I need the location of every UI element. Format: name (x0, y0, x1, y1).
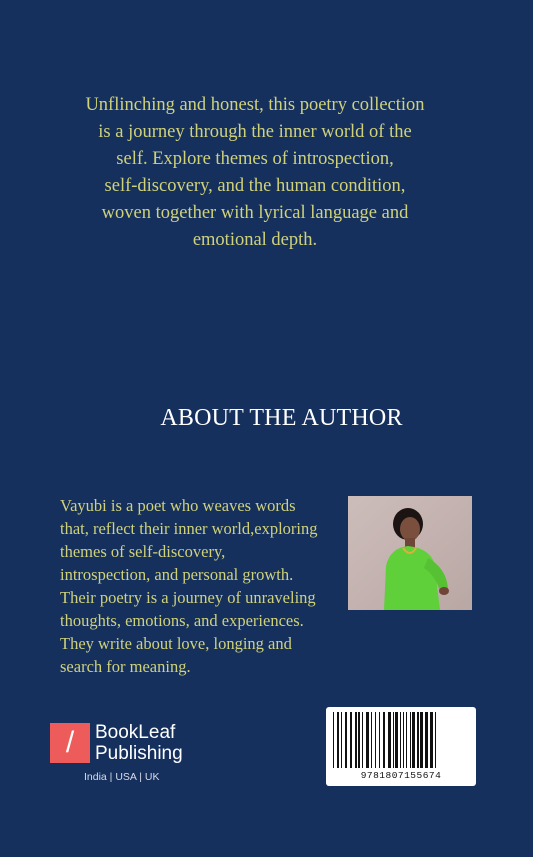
blurb-line: self-discovery, and the human condition, (104, 176, 406, 196)
barcode-bar (425, 712, 428, 768)
barcode-bar (337, 712, 339, 768)
isbn-barcode (326, 707, 476, 786)
publisher-logo (50, 722, 183, 764)
barcode-bar (375, 712, 376, 768)
barcode-bar (366, 712, 369, 768)
barcode-bar (412, 712, 415, 768)
bio-line: search for meaning. (60, 657, 191, 676)
barcode-bars (332, 712, 470, 768)
barcode-bar (371, 712, 372, 768)
barcode-bar (393, 712, 394, 768)
bio-line: introspection, and personal growth. (60, 565, 294, 584)
barcode-bar (395, 712, 398, 768)
barcode-bar (355, 712, 357, 768)
barcode-bar (341, 712, 342, 768)
blurb-line: Unflinching and honest, this poetry collection (85, 95, 425, 115)
barcode-bar (420, 712, 423, 768)
back-cover-blurb (60, 92, 450, 254)
barcode-bar (400, 712, 401, 768)
barcode-bar (410, 712, 411, 768)
bio-line: that, reflect their inner world,exploring (60, 519, 318, 538)
publisher-name (95, 722, 183, 764)
barcode-bar (362, 712, 363, 768)
bio-line: Their poetry is a journey of unraveling (60, 588, 316, 607)
isbn-number: 9781807155674 (360, 770, 442, 781)
barcode-bar (379, 712, 380, 768)
blurb-line: self. Explore themes of introspection, (116, 149, 394, 169)
barcode-bar (435, 712, 436, 768)
blurb-line: emotional depth. (192, 230, 318, 250)
bio-line: thoughts, emotions, and experiences. (60, 611, 304, 630)
barcode-bar (403, 712, 404, 768)
barcode-bar (430, 712, 433, 768)
barcode-bar (333, 712, 334, 768)
barcode-bar (358, 712, 360, 768)
bookleaf-logo-icon: / (50, 723, 90, 763)
barcode-bar (345, 712, 347, 768)
bio-line: themes of self-discovery, (60, 542, 226, 561)
author-photo (348, 496, 472, 610)
publisher-name-line1: BookLeaf (95, 722, 176, 743)
barcode-bar (350, 712, 352, 768)
publisher-name-line2: Publishing (95, 743, 183, 764)
barcode-bar (383, 712, 385, 768)
bio-line: Vayubi is a poet who weaves words (60, 496, 296, 515)
barcode-bar (417, 712, 419, 768)
author-bio (60, 494, 340, 678)
blurb-line: is a journey through the inner world of the (98, 122, 412, 142)
barcode-bar (388, 712, 391, 768)
blurb-line: woven together with lyrical language and (101, 203, 409, 223)
about-author-heading: ABOUT THE AUTHOR (160, 405, 403, 431)
barcode-bar (406, 712, 407, 768)
bio-line: They write about love, longing and (60, 634, 292, 653)
publisher-regions: India | USA | UK (84, 771, 160, 783)
